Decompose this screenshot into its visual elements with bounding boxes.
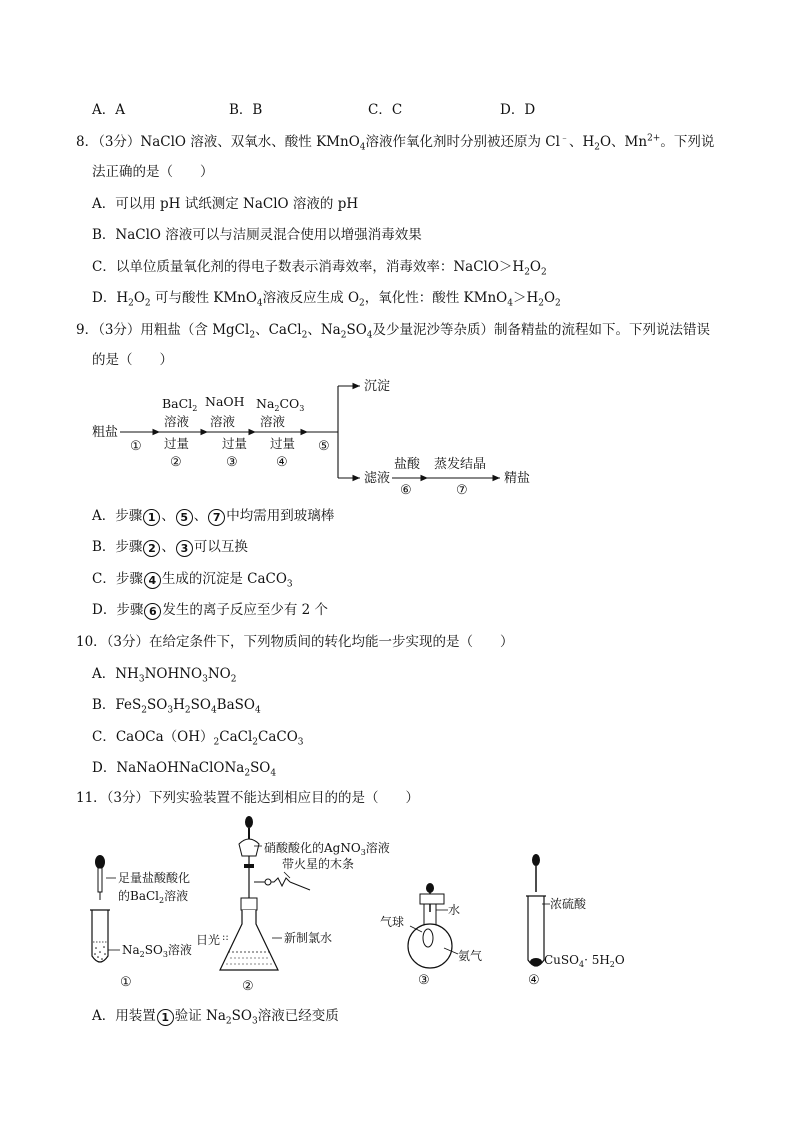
flow-filtrate: 滤液 bbox=[364, 471, 391, 486]
test-tube-4 bbox=[528, 896, 544, 966]
q9-flow-diagram bbox=[88, 372, 548, 496]
flow-excess-1: 过量 bbox=[164, 436, 190, 451]
app4-solid-label: CuSO$_4$· $5H_2O$ bbox=[544, 953, 625, 969]
flask-stopper bbox=[241, 898, 257, 910]
q10-option-d: D．$NaNaOHNaClONa_2SO_4$ bbox=[92, 760, 277, 779]
app2-sun-label: 日光 bbox=[196, 933, 221, 947]
q9-option-d: D．步骤 6 发生的离子反应至少有 2 个 bbox=[92, 602, 328, 618]
q9-stem-line2: 的是（ ） bbox=[92, 352, 173, 368]
flow-reagent-1: BaCl$_2$ bbox=[162, 396, 198, 413]
flow-start: 粗盐 bbox=[92, 425, 119, 440]
app1-label-3: $Na_2SO_3$溶液 bbox=[122, 943, 192, 959]
q9-stem-line1: 9．（3分）用粗盐（含 MgCl$_2$、CaCl$_2$、$Na_2SO_4$及少量泥沙等杂质）制备精盐的流程如下。下列说法错误 bbox=[76, 322, 711, 341]
apparatus-2 bbox=[196, 816, 390, 994]
dropper-bulb-2 bbox=[245, 816, 253, 828]
flow-step-7: ⑦ bbox=[456, 483, 468, 496]
app2-water-label: 新制氯水 bbox=[284, 931, 333, 945]
flow-excess-2: 过量 bbox=[222, 436, 248, 451]
apparatus-3 bbox=[380, 883, 482, 988]
apparatus-1 bbox=[90, 855, 192, 990]
dropper-1 bbox=[98, 868, 102, 892]
flow-step-6: ⑥ bbox=[400, 483, 412, 496]
app4-number: ④ bbox=[528, 973, 540, 988]
q11-apparatus-figure bbox=[84, 812, 664, 1002]
flow-evaporation: 蒸发结晶 bbox=[434, 457, 487, 472]
q7-option-a: A．A bbox=[92, 102, 125, 118]
q9-option-c: C．步骤 4 生成的沉淀是 CaCO$_3$ bbox=[92, 571, 293, 590]
flow-reagent-3-solution: 溶液 bbox=[260, 414, 286, 429]
app4-acid-label: 浓硫酸 bbox=[550, 897, 587, 911]
flow-excess-3: 过量 bbox=[270, 436, 296, 451]
app3-gas-label: 氨气 bbox=[458, 949, 483, 963]
q10-option-c: C．$CaOCa(OH)_2CaCl_2CaCO_3$ bbox=[92, 729, 304, 748]
svg-text:::: :: bbox=[222, 932, 229, 943]
flow-reagent-3: $Na_2CO_3$ bbox=[256, 396, 305, 413]
flow-reagent-2: NaOH bbox=[205, 394, 245, 409]
app2-number: ② bbox=[242, 979, 254, 994]
q8-option-a: A．可以用 pH 试纸测定 NaClO 溶液的 pH bbox=[92, 196, 359, 212]
q8-stem-line2: 法正确的是（ ） bbox=[92, 164, 214, 180]
app2-top-label: 硝酸酸化的AgNO$_3$溶液 bbox=[264, 841, 390, 857]
balloon bbox=[423, 929, 433, 947]
q10-stem: 10．（3分）在给定条件下，下列物质间的转化均能一步实现的是（ ） bbox=[76, 634, 514, 650]
app1-label-1: 足量盐酸酸化 bbox=[118, 871, 191, 885]
q8-option-d: D．$H_2O_2$ 可与酸性 KMnO$_4$溶液反应生成 $O_2$，氧化性：酸性 $KMnO_4>H_2O_2$ bbox=[92, 290, 561, 309]
q7-option-c: C．C bbox=[368, 102, 403, 118]
app2-splint-label: 带火星的木条 bbox=[282, 857, 355, 871]
app1-label-2: 的BaCl$_2$溶液 bbox=[118, 889, 189, 905]
q11-option-a: A．用装置 1 验证 $Na_2SO_3$溶液已经变质 bbox=[92, 1008, 339, 1027]
flow-precipitate: 沉淀 bbox=[364, 379, 391, 394]
flow-step-5: ⑤ bbox=[318, 439, 330, 454]
app3-water-label: 水 bbox=[448, 903, 461, 917]
flow-product: 精盐 bbox=[504, 471, 531, 486]
q7-option-d: D．D bbox=[500, 102, 536, 118]
flow-step-1: ① bbox=[130, 439, 142, 454]
dropper-bulb-1 bbox=[95, 855, 105, 869]
flow-step-4: ④ bbox=[276, 455, 288, 470]
q7-option-b: B．B bbox=[229, 102, 263, 118]
flow-acid: 盐酸 bbox=[394, 457, 421, 472]
app3-balloon-label: 气球 bbox=[380, 915, 405, 929]
flow-step-2: ② bbox=[170, 455, 182, 470]
flow-reagent-2-solution: 溶液 bbox=[210, 414, 236, 429]
q11-stem: 11．（3分）下列实验装置不能达到相应目的的是（ ） bbox=[76, 790, 420, 806]
flow-reagent-1-solution: 溶液 bbox=[164, 414, 190, 429]
q8-option-c: C．以单位质量氧化剂的得电子数表示消毒效率，消毒效率：$NaClO>H_2O_2$ bbox=[92, 259, 547, 278]
app1-number: ① bbox=[120, 975, 132, 990]
app3-number: ③ bbox=[418, 973, 430, 988]
apparatus-4 bbox=[526, 854, 625, 988]
q9-option-a: A．步骤 1 、 5 、 7 中均需用到玻璃棒 bbox=[92, 508, 335, 524]
flow-step-3: ③ bbox=[226, 455, 238, 470]
q10-option-b: B．$FeS_2SO_3H_2SO_4BaSO_4$ bbox=[92, 697, 261, 716]
q8-stem-line1: 8．（3分）NaClO 溶液、双氧水、酸性 KMnO$_4$溶液作氧化剂时分别被还原为 Cl﹣、$H_2O$、$Mn^{2+}$。下列说 bbox=[76, 133, 715, 153]
q8-option-b: B．NaClO 溶液可以与洁厕灵混合使用以增强消毒效果 bbox=[92, 227, 422, 243]
q9-option-b: B．步骤 2 、 3 可以互换 bbox=[92, 539, 248, 555]
q10-option-a: A．$NH_3NOHNO_3NO_2$ bbox=[92, 666, 237, 685]
separatory-funnel bbox=[239, 839, 259, 856]
